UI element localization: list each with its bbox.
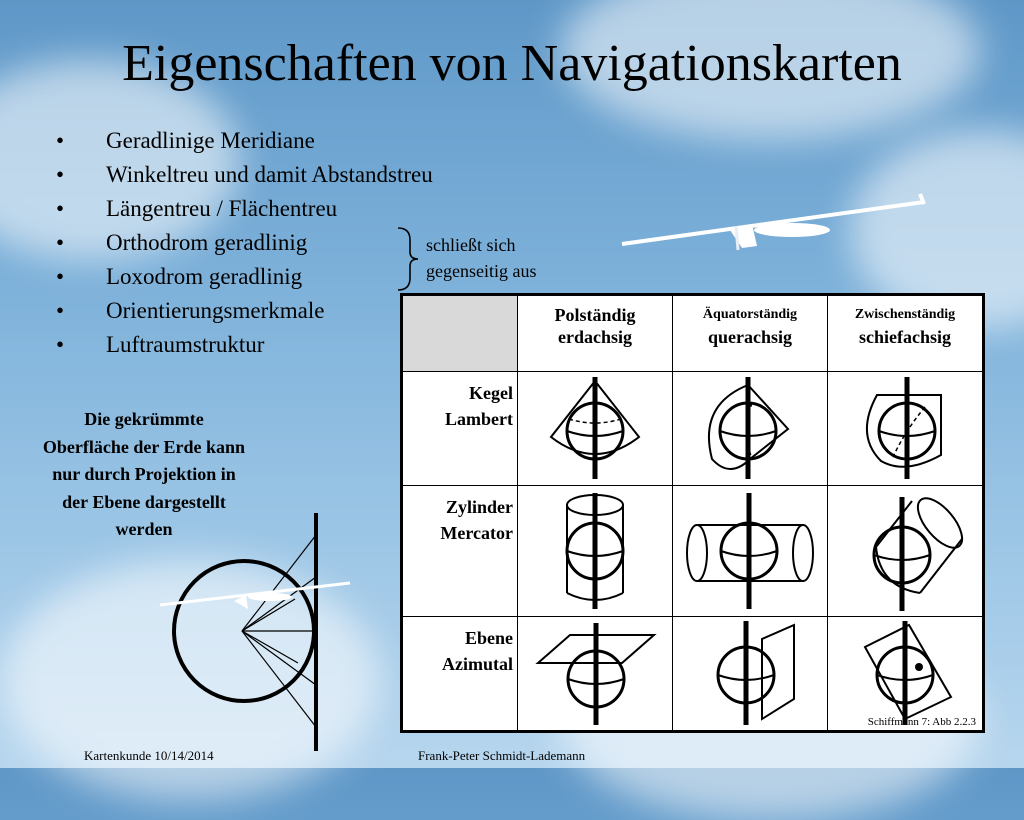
- slide-title: Eigenschaften von Navigationskarten: [122, 35, 902, 92]
- column-header-line: Zwischenständig: [854, 307, 956, 322]
- column-header-aequatorstaendig: [673, 296, 828, 372]
- projection-rays: [242, 535, 316, 727]
- bullet-text: Längentreu / Flächentreu: [106, 196, 338, 221]
- bullet-item: [56, 124, 433, 158]
- bullet-dot: •: [56, 298, 65, 323]
- cone-oblique-icon: [845, 375, 965, 483]
- bullet-item: [56, 192, 433, 226]
- cone-equatorial-icon: [690, 375, 810, 483]
- cylinder-polar-icon: [535, 489, 655, 613]
- bullet-item: [56, 328, 433, 362]
- plane-equatorial-cell: [673, 616, 828, 730]
- plane-polar-icon: [530, 619, 660, 727]
- row-header-zylinder: [403, 486, 518, 617]
- cylinder-equatorial-cell: [673, 486, 828, 617]
- cone-oblique-cell: [828, 372, 983, 486]
- cylinder-oblique-icon: [840, 489, 970, 613]
- row-header-ebene: [403, 616, 518, 730]
- bullet-dot: •: [56, 196, 65, 221]
- cone-polar-cell: [518, 372, 673, 486]
- column-header-line: erdachsig: [558, 327, 632, 347]
- cylinder-equatorial-icon: [675, 489, 825, 613]
- table-corner-cell: [403, 296, 518, 372]
- bullet-dot: •: [56, 162, 65, 187]
- projection-table: [402, 295, 983, 731]
- bullet-item: [56, 260, 433, 294]
- row-header-line: Ebene: [464, 627, 513, 648]
- curly-brace-icon: [396, 226, 420, 292]
- row-header-line: Zylinder: [445, 497, 513, 518]
- cone-equatorial-cell: [673, 372, 828, 486]
- plane-oblique-cell: [828, 616, 983, 730]
- cone-polar-icon: [535, 375, 655, 483]
- side-note: Die gekrümmte Oberfläche der Erde kann nur durch Projektion in der Ebene dargestellt werden: [42, 409, 246, 539]
- row-header-line: Azimutal: [442, 653, 513, 674]
- cylinder-polar-cell: [518, 486, 673, 617]
- table-row: [403, 616, 983, 730]
- footer-left: Kartenkunde 10/14/2014: [84, 748, 214, 763]
- table-row: [403, 486, 983, 617]
- bullet-text: Orientierungsmerkmale: [106, 298, 325, 323]
- column-header-line: querachsig: [707, 327, 792, 347]
- bullet-dot: •: [56, 128, 65, 153]
- plane-oblique-icon: [845, 619, 965, 727]
- bullet-text: Winkeltreu und damit Abstandstreu: [106, 162, 433, 187]
- column-header-line: schiefachsig: [859, 327, 951, 347]
- bullet-text: Orthodrom geradlinig: [106, 230, 308, 255]
- projection-table-container: [400, 293, 985, 733]
- plane-polar-cell: [518, 616, 673, 730]
- column-header-line: Äquatorständig: [702, 307, 798, 322]
- table-header-row: [403, 296, 983, 372]
- brace-note-line: gegenseitig aus: [426, 261, 537, 281]
- cylinder-oblique-cell: [828, 486, 983, 617]
- bullet-text: Luftraumstruktur: [106, 332, 265, 357]
- glider-icon: [612, 188, 932, 258]
- row-header-kegel: [403, 372, 518, 486]
- row-header-line: Kegel: [469, 383, 513, 403]
- brace-note-line: schließt sich: [426, 235, 516, 255]
- bullet-dot: •: [56, 264, 65, 289]
- bullet-item: [56, 158, 433, 192]
- bullet-dot: •: [56, 332, 65, 357]
- row-header-line: Mercator: [440, 523, 513, 544]
- plane-equatorial-icon: [690, 619, 810, 727]
- source-caption: Schiffmann 7: Abb 2.2.3: [867, 716, 976, 728]
- bullet-dot: •: [56, 230, 65, 255]
- bullet-text: Geradlinige Meridiane: [106, 128, 315, 153]
- bullet-item: [56, 226, 433, 260]
- row-header-line: Lambert: [445, 409, 513, 429]
- table-row: [403, 372, 983, 486]
- column-header-line: Polständig: [554, 305, 636, 325]
- brace-note: [426, 232, 536, 284]
- bullet-text: Loxodrom geradlinig: [106, 264, 303, 289]
- column-header-polstaendig: [518, 296, 673, 372]
- column-header-zwischenstaendig: [828, 296, 983, 372]
- projection-diagram: [150, 505, 360, 757]
- bullet-list: [56, 124, 433, 362]
- footer-author: Frank-Peter Schmidt-Lademann: [418, 748, 586, 763]
- bullet-item: [56, 294, 433, 328]
